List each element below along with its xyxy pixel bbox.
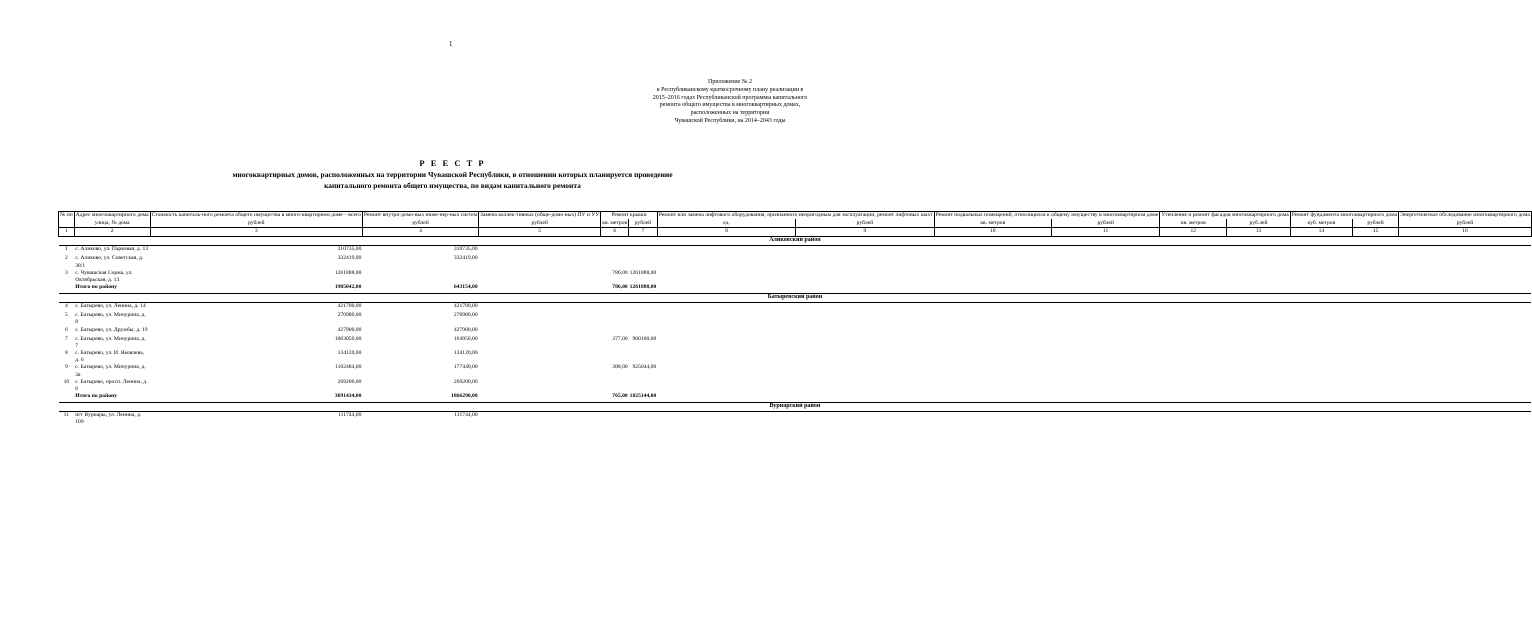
region-row (59, 403, 1532, 412)
appendix-line: расположенных на территории (690, 110, 770, 117)
row-empty-cell (1227, 336, 1290, 350)
row-meters (479, 303, 601, 313)
appendix-line: Приложение № 2 (708, 79, 752, 85)
col-header-meters: Замена коллек-тивных (обще-домо-вых) ПУ и УУ (480, 212, 600, 218)
row-empty-cell (934, 312, 1051, 326)
row-empty-cell (1353, 246, 1399, 256)
row-roof-area (601, 255, 629, 269)
row-number: 11 (63, 412, 70, 419)
row-meters (479, 364, 601, 378)
row-roof-rub: 1261888,00 (629, 269, 657, 276)
row-cost: 134120,00 (337, 350, 362, 357)
column-number: 11 (1051, 228, 1159, 237)
total-empty-cell (1399, 284, 1532, 294)
row-empty-cell (1290, 303, 1352, 313)
region-name: Батыревский район (59, 294, 1532, 303)
row-address: с. Батырево, ул. И. Яковлева, д. 6 (75, 350, 144, 364)
col-header-foundation: Ремонт фундамента многоквартирного дома (1291, 212, 1398, 218)
row-empty-cell (1290, 379, 1352, 393)
row-empty-cell (1051, 270, 1159, 284)
total-empty-cell (1051, 284, 1159, 294)
row-empty-cell (934, 327, 1051, 336)
row-empty-cell (1160, 336, 1227, 350)
row-roof-rub (629, 255, 658, 269)
total-internal: 643154,00 (362, 284, 478, 294)
row-internal: 270980,00 (453, 312, 478, 319)
row-empty-cell (1051, 255, 1159, 269)
table-row (59, 350, 1532, 364)
unit-base-area: кв. метров (934, 219, 1051, 228)
row-empty-cell (1227, 246, 1290, 256)
total-empty-cell (796, 284, 934, 294)
total-empty-cell (796, 393, 934, 403)
row-empty-cell (657, 270, 795, 284)
row-empty-cell (1227, 412, 1290, 427)
row-empty-cell (796, 312, 934, 326)
row-empty-cell (1160, 364, 1227, 378)
total-empty-cell (934, 393, 1051, 403)
appendix-line: ремонта общего имущества в многоквартирных домах, (659, 102, 801, 109)
document-subtitle: капитального ремонта общего имущества, по видам капитального ремонта (324, 181, 581, 190)
column-number: 9 (796, 228, 934, 237)
row-internal: 310735,00 (453, 246, 478, 253)
unit-facade-area: кв. метров (1160, 219, 1227, 228)
header-row (59, 212, 1532, 220)
row-number: 3 (64, 269, 68, 276)
row-empty-cell (1160, 246, 1227, 256)
unit-found-rub: рублей (1353, 219, 1399, 228)
col-header-facade: Утепление и ремонт фасадов многоквартирного дома (1161, 212, 1289, 218)
row-cost: 270980,00 (337, 312, 362, 319)
total-internal: 1866290,00 (362, 393, 478, 403)
total-roof-rub: 1261888,00 (629, 284, 658, 294)
total-roof-area: 765,00 (601, 393, 629, 403)
row-roof-rub (629, 327, 658, 336)
column-number: 4 (362, 228, 478, 237)
row-empty-cell (1160, 350, 1227, 364)
col-header-elevator: Ремонт или замена лифтового оборудования, признанного непригодным для эксплуатации, ремонт лифтовых шахт (658, 212, 933, 218)
row-empty-cell (796, 364, 934, 378)
row-empty-cell (1290, 412, 1352, 427)
region-row (59, 294, 1532, 303)
row-empty-cell (1399, 350, 1532, 364)
row-address: с. Чувашская Сорма, ул. Октябрьская, д. 13 (75, 269, 133, 284)
row-empty-cell (1160, 379, 1227, 393)
unit-energy-rub: рублей (1399, 219, 1532, 228)
row-meters (479, 336, 601, 350)
column-number: 15 (1353, 228, 1399, 237)
row-roof-area (601, 312, 629, 326)
row-number: 1 (64, 246, 68, 253)
unit-elev-units: ед. (657, 219, 795, 228)
row-empty-cell (1399, 379, 1532, 393)
total-meters (479, 393, 601, 403)
column-number: 10 (934, 228, 1051, 237)
row-empty-cell (1051, 412, 1159, 427)
row-empty-cell (934, 379, 1051, 393)
col-header-address: Адрес многоквартирного дома (75, 212, 149, 218)
unit-elev-rub: рублей (796, 219, 934, 228)
row-empty-cell (1399, 246, 1532, 256)
row-address: с. Аликово, ул. Советская, д. 38/1 (75, 255, 144, 269)
row-empty-cell (657, 350, 795, 364)
row-empty-cell (657, 246, 795, 256)
row-empty-cell (1399, 327, 1532, 336)
row-address: пгт Вурнары, ул. Ленина, д. 109 (75, 412, 142, 426)
row-empty-cell (1290, 327, 1352, 336)
row-address: с. Батырево, ул. Дружбы, д. 19 (75, 326, 148, 333)
total-cost: 1905042,00 (150, 284, 362, 294)
total-spacer (59, 393, 75, 403)
total-empty-cell (1353, 393, 1399, 403)
row-empty-cell (1399, 336, 1532, 350)
row-empty-cell (1290, 246, 1352, 256)
row-cost: 332419,00 (337, 255, 362, 262)
row-address: с. Аликово, ул. Парковая, д. 13 (75, 246, 149, 253)
row-empty-cell (1227, 255, 1290, 269)
column-number-row (59, 228, 1532, 237)
total-roof-area: 786,00 (601, 284, 629, 294)
total-empty-cell (1290, 284, 1352, 294)
row-roof-rub (629, 350, 658, 364)
row-number: 6 (64, 326, 68, 333)
column-number: 12 (1160, 228, 1227, 237)
registry-table (58, 211, 1532, 427)
region-name: Аликовский район (59, 237, 1532, 246)
table-row (59, 255, 1532, 269)
row-empty-cell (1290, 270, 1352, 284)
row-empty-cell (1160, 327, 1227, 336)
appendix-note (620, 79, 840, 126)
column-number: 1 (59, 228, 75, 237)
row-meters (479, 312, 601, 326)
total-roof-rub: 1825144,00 (629, 393, 658, 403)
row-address: с. Батырево, ул. Ленина, д. 14 (75, 303, 146, 310)
table-row (59, 364, 1532, 378)
unit-cost: рублей (150, 219, 362, 228)
row-roof-rub (629, 312, 658, 326)
row-address: с. Батырево, ул. Мичурина, д. 3а (75, 364, 146, 378)
table-row (59, 412, 1532, 427)
row-empty-cell (1399, 270, 1532, 284)
row-roof-rub (629, 412, 658, 427)
row-empty-cell (934, 364, 1051, 378)
row-empty-cell (1160, 412, 1227, 427)
row-empty-cell (1399, 255, 1532, 269)
total-empty-cell (657, 284, 795, 294)
row-roof-area (601, 327, 629, 336)
row-empty-cell (1353, 350, 1399, 364)
row-empty-cell (1353, 327, 1399, 336)
row-empty-cell (796, 255, 934, 269)
row-cost: 1261888,00 (334, 269, 362, 276)
row-cost: 1102484,00 (335, 364, 362, 371)
col-header-internal: Ремонт внутри-домо-вых инже-нер-ных систем (363, 212, 478, 218)
row-empty-cell (934, 303, 1051, 313)
unit-meters: рублей (479, 219, 601, 228)
row-roof-rub: 900100,00 (632, 335, 657, 342)
row-number: 10 (63, 378, 70, 385)
total-row (59, 393, 1532, 403)
row-empty-cell (1051, 246, 1159, 256)
unit-address: улица, № дома (74, 219, 150, 228)
row-empty-cell (1290, 364, 1352, 378)
row-cost: 111744,00 (338, 412, 362, 419)
column-number: 16 (1399, 228, 1532, 237)
row-empty-cell (1290, 336, 1352, 350)
table-row (59, 312, 1532, 326)
total-spacer (59, 284, 75, 294)
row-roof-area (601, 412, 629, 427)
row-empty-cell (1160, 255, 1227, 269)
col-header-num: № пп (60, 212, 73, 218)
total-row (59, 284, 1532, 294)
row-empty-cell (1399, 303, 1532, 313)
total-empty-cell (934, 284, 1051, 294)
row-empty-cell (934, 270, 1051, 284)
total-cost: 3691434,00 (150, 393, 362, 403)
unit-cell (59, 219, 75, 228)
row-empty-cell (657, 303, 795, 313)
row-meters (479, 379, 601, 393)
row-empty-cell (657, 379, 795, 393)
unit-roof-area: кв. метров (602, 220, 628, 226)
column-number: 5 (479, 228, 601, 237)
row-roof-rub (629, 246, 658, 256)
row-empty-cell (1051, 350, 1159, 364)
row-empty-cell (1227, 350, 1290, 364)
table-row (59, 303, 1532, 313)
row-empty-cell (657, 364, 795, 378)
row-empty-cell (1051, 364, 1159, 378)
row-empty-cell (657, 312, 795, 326)
row-address: с. Батырево, ул. Мичурина, д. 8 (75, 312, 146, 326)
row-empty-cell (796, 270, 934, 284)
row-number: 9 (64, 364, 68, 371)
unit-facade-rub: руб.лей (1227, 219, 1290, 228)
row-meters (479, 270, 601, 284)
column-number: 3 (150, 228, 362, 237)
total-empty-cell (1227, 284, 1290, 294)
total-empty-cell (1227, 393, 1290, 403)
row-internal: 111744,00 (454, 412, 478, 419)
column-number: 7 (629, 228, 658, 237)
row-empty-cell (1051, 379, 1159, 393)
column-number: 6 (601, 228, 629, 237)
total-meters (479, 284, 601, 294)
row-empty-cell (934, 255, 1051, 269)
row-cost: 269200,00 (337, 378, 362, 385)
document-subtitle: многоквартирных домов, расположенных на территории Чувашской Республики, в отношении которых планируется проведение (232, 170, 673, 179)
row-number: 2 (64, 255, 68, 262)
row-number: 7 (64, 335, 68, 342)
row-internal: 427900,00 (453, 326, 478, 333)
total-empty-cell (657, 393, 795, 403)
row-cost: 1063050,00 (334, 335, 362, 342)
unit-found-vol: куб. метров (1290, 219, 1352, 228)
row-empty-cell (1353, 379, 1399, 393)
col-header-cost: Стоимость капиталь-ного ремонта общего имущества в много-квартирном доме – всего (151, 212, 361, 218)
row-empty-cell (796, 327, 934, 336)
table-row (59, 336, 1532, 350)
total-empty-cell (1051, 393, 1159, 403)
row-roof-area (601, 246, 629, 256)
row-empty-cell (1290, 312, 1352, 326)
row-empty-cell (796, 336, 934, 350)
row-empty-cell (1051, 327, 1159, 336)
col-header-basement: Ремонт подвальных помещений, относящихся к общему имуществу в многоквартирном доме (935, 212, 1159, 218)
row-internal: 421700,00 (453, 303, 478, 310)
col-header-roof: Ремонт крыши (601, 212, 658, 220)
row-empty-cell (1290, 255, 1352, 269)
row-empty-cell (1227, 312, 1290, 326)
total-empty-cell (1290, 393, 1352, 403)
column-number: 8 (657, 228, 795, 237)
row-empty-cell (1227, 327, 1290, 336)
row-empty-cell (657, 255, 795, 269)
row-roof-area: 388,00 (612, 364, 628, 371)
row-meters (479, 327, 601, 336)
total-label: Итого по району (74, 284, 150, 294)
total-empty-cell (1353, 284, 1399, 294)
row-number: 8 (64, 350, 68, 357)
row-meters (479, 246, 601, 256)
row-empty-cell (1160, 270, 1227, 284)
row-empty-cell (1051, 303, 1159, 313)
row-empty-cell (1353, 412, 1399, 427)
row-cost: 421700,00 (337, 303, 362, 310)
row-number: 4 (64, 303, 68, 310)
row-address: с. Батырево, ул. Мичурина, д. 7 (75, 335, 146, 349)
row-cost: 310735,00 (337, 246, 362, 253)
row-empty-cell (657, 336, 795, 350)
row-roof-rub (629, 303, 658, 313)
row-roof-area: 377,00 (612, 335, 628, 342)
total-label: Итого по району (74, 393, 150, 403)
row-internal: 134120,00 (453, 350, 478, 357)
unit-base-rub: рублей (1051, 219, 1159, 228)
total-empty-cell (1399, 393, 1532, 403)
column-number: 14 (1290, 228, 1352, 237)
row-empty-cell (934, 350, 1051, 364)
row-empty-cell (1399, 312, 1532, 326)
unit-internal: рублей (362, 219, 478, 228)
row-empty-cell (796, 350, 934, 364)
document-title: Р Е Е С Т Р (419, 158, 486, 168)
row-empty-cell (1051, 336, 1159, 350)
row-empty-cell (1353, 336, 1399, 350)
row-empty-cell (1051, 312, 1159, 326)
table-row (59, 246, 1532, 256)
row-internal: 332419,00 (453, 255, 478, 262)
row-empty-cell (1353, 364, 1399, 378)
row-empty-cell (934, 246, 1051, 256)
row-number: 5 (64, 312, 68, 319)
appendix-line: к Республиканскому краткосрочному плану реализации в (656, 86, 804, 93)
row-empty-cell (1399, 412, 1532, 427)
row-empty-cell (934, 412, 1051, 427)
row-empty-cell (1160, 303, 1227, 313)
row-empty-cell (796, 412, 934, 427)
row-empty-cell (796, 246, 934, 256)
row-empty-cell (1290, 350, 1352, 364)
units-row (59, 219, 1532, 228)
appendix-line: Чувашской Республики, на 2014–2043 годы (674, 117, 786, 124)
row-meters (479, 412, 601, 427)
row-roof-rub (629, 379, 658, 393)
row-empty-cell (796, 379, 934, 393)
total-empty-cell (1160, 393, 1227, 403)
row-address: с. Батырево, просп. Ленина, д. 6 (75, 378, 148, 393)
unit-roof-rub: рублей (629, 219, 658, 228)
row-empty-cell (1353, 312, 1399, 326)
table-row (59, 327, 1532, 336)
row-meters (479, 255, 601, 269)
row-empty-cell (1353, 270, 1399, 284)
row-cost: 427900,00 (337, 326, 362, 333)
appendix-line: 2015–2016 годах Республиканской программы капитального (652, 94, 808, 101)
row-roof-area: 786,00 (612, 269, 628, 276)
row-empty-cell (1399, 364, 1532, 378)
row-internal (362, 270, 478, 284)
row-empty-cell (1353, 303, 1399, 313)
row-internal: 269200,00 (453, 378, 478, 385)
row-roof-area (601, 303, 629, 313)
region-row (59, 237, 1532, 246)
region-name: Вурнарский район (59, 403, 1532, 412)
column-number: 13 (1227, 228, 1290, 237)
row-empty-cell (1160, 312, 1227, 326)
row-internal: 177440,00 (453, 364, 478, 371)
table-row (59, 379, 1532, 393)
page-number: 1 (449, 40, 453, 48)
row-empty-cell (1227, 364, 1290, 378)
row-internal: 164950,00 (453, 335, 478, 342)
table-row (59, 270, 1532, 284)
row-empty-cell (657, 327, 795, 336)
row-empty-cell (1227, 270, 1290, 284)
row-empty-cell (934, 336, 1051, 350)
row-empty-cell (1353, 255, 1399, 269)
row-empty-cell (1227, 379, 1290, 393)
row-empty-cell (657, 412, 795, 427)
row-roof-rub: 925044,00 (632, 364, 657, 371)
total-empty-cell (1160, 284, 1227, 294)
col-header-energy: Энергетическое обследование многоквартирного дома (1400, 212, 1530, 218)
row-meters (479, 350, 601, 364)
row-roof-area (601, 379, 629, 393)
column-number: 2 (74, 228, 150, 237)
row-empty-cell (796, 303, 934, 313)
row-empty-cell (1227, 303, 1290, 313)
row-roof-area (601, 350, 629, 364)
